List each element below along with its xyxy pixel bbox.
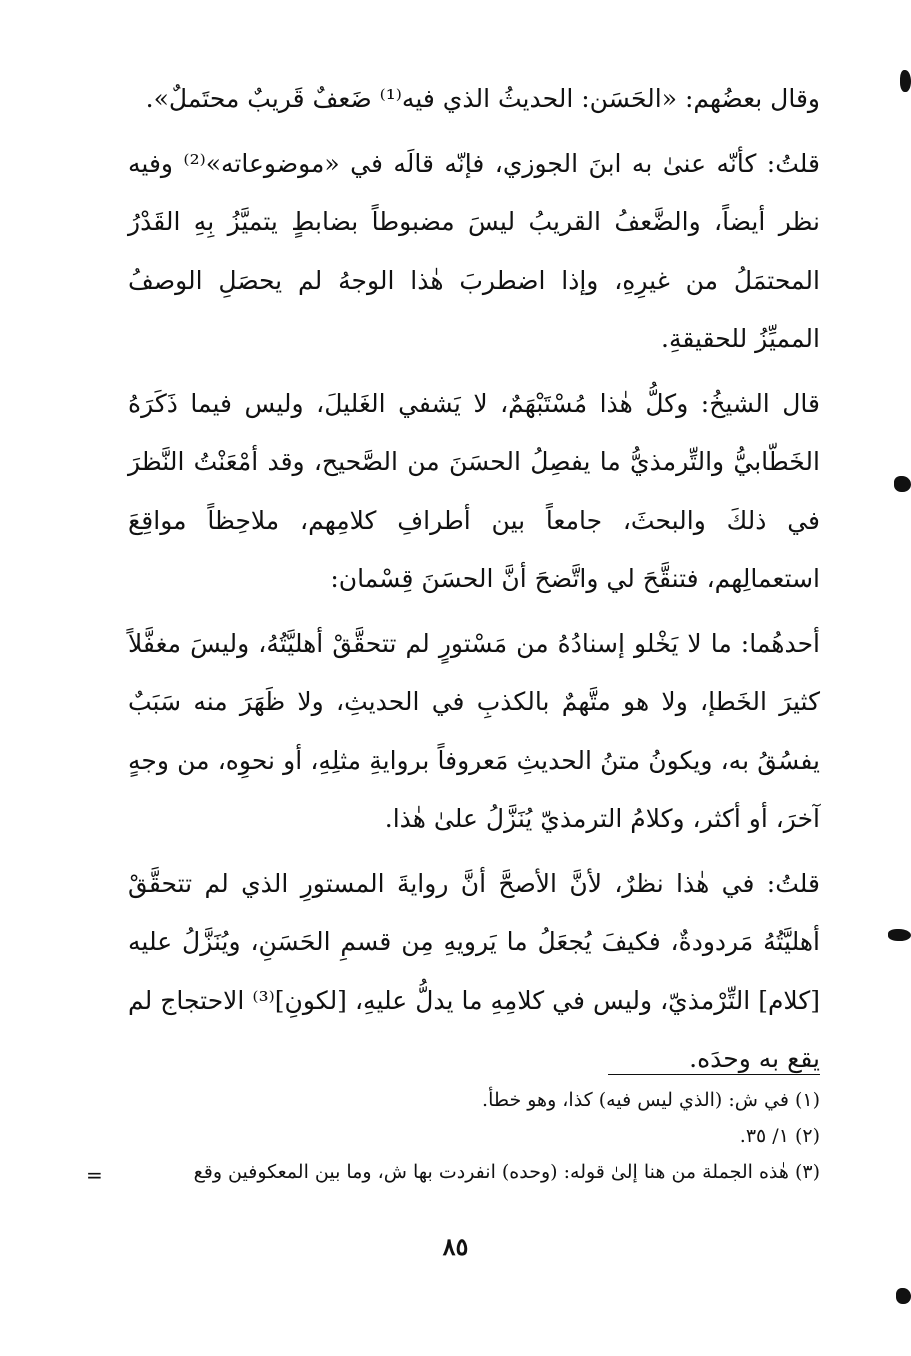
scan-mark-icon [896,1288,911,1304]
paragraph-1: وقال بعضُهم: «الحَسَن: الحديثُ الذي فيه⁽¹⁾ ضَعفٌ قَريبٌ محتَملٌ». [145,84,820,113]
scan-mark-icon [888,929,911,941]
main-text [128,70,820,1095]
footnote-1: (١) في ش: (الذي ليس فيه) كذا، وهو خطأ. [482,1089,820,1111]
paragraph-3: قال الشيخُ: وكلُّ هٰذا مُسْتَبْهَمٌ، لا يَشفي الغَليلَ، وليس فيما ذَكَرَهُ الخَطّابيُّ والتِّرمذيُّ ما يفصِلُ الحسَنَ من الصَّحيح، وقد أمْعَنْتُ النَّظرَ في ذلكَ والبحثَ، جامعاً بين أطرافِ كلامِهم، ملاحِظاً مواقِعَ استعمالِهم، فتنقَّحَ لي واتَّضحَ أنَّ الحسَنَ قِسْمان: [128,388,820,593]
footnotes [80,1082,820,1190]
scan-mark-icon [894,476,911,492]
footnote-separator [608,1074,820,1075]
paragraph-5: قلتُ: في هٰذا نظرٌ، لأنَّ الأصحَّ أنَّ روايةَ المستورِ الذي لم تتحقَّقْ أهليَّتُهُ مَردودةٌ، فكيفَ يُجعَلُ ما يَرويهِ مِن قسمِ الحَسَنِ، ويُنَزَّلُ عليه [كلام] التِّرْمذيّ، وليس في كلامِهِ ما يدلُّ عليهِ، [لكونِ]⁽³⁾ الاحتجاج لم يقع به وحدَه. [128,868,821,1073]
footnote-continuation-mark: = [86,1163,103,1187]
scan-mark-icon [900,70,911,92]
footnote-3: (٣) هٰذه الجملة من هنا إلىٰ قوله: (وحده) انفردت بها ش، وما بين المعكوفين وقع [193,1161,820,1183]
paragraph-4: أحدهُما: ما لا يَخْلو إسنادُهُ من مَسْتورٍ لم تتحقَّقْ أهليَّتُهُ، وليسَ مغفَّلاً كثيرَ الخَطإ، ولا هو متَّهمٌ بالكذبِ في الحديثِ، ولا ظَهَرَ منه سَبَبٌ يفسُقُ به، ويكونُ متنُ الحديثِ مَعروفاً بروايةِ مثلِهِ، أو نحوِه، من وجهٍ آخرَ، أو أكثر، وكلامُ الترمذيّ يُنَزَّلُ علىٰ هٰذا. [128,628,820,833]
footnote-2: (٢) ١/ ٣٥. [739,1125,820,1147]
paragraph-2: قلتُ: كأنّه عنىٰ به ابنَ الجوزي، فإنّه قالَه في «موضوعاته»⁽²⁾ وفيه نظر أيضاً، والضَّعفُ القريبُ ليسَ مضبوطاً بضابطٍ يتميَّزُ بِهِ القَدْرُ المحتمَلُ من غيرِهِ، وإذا اضطربَ هٰذا الوجهُ لم يحصَلِ الوصفُ المميِّزُ للحقيقةِ. [128,148,820,353]
page-number: ٨٥ [442,1232,469,1261]
